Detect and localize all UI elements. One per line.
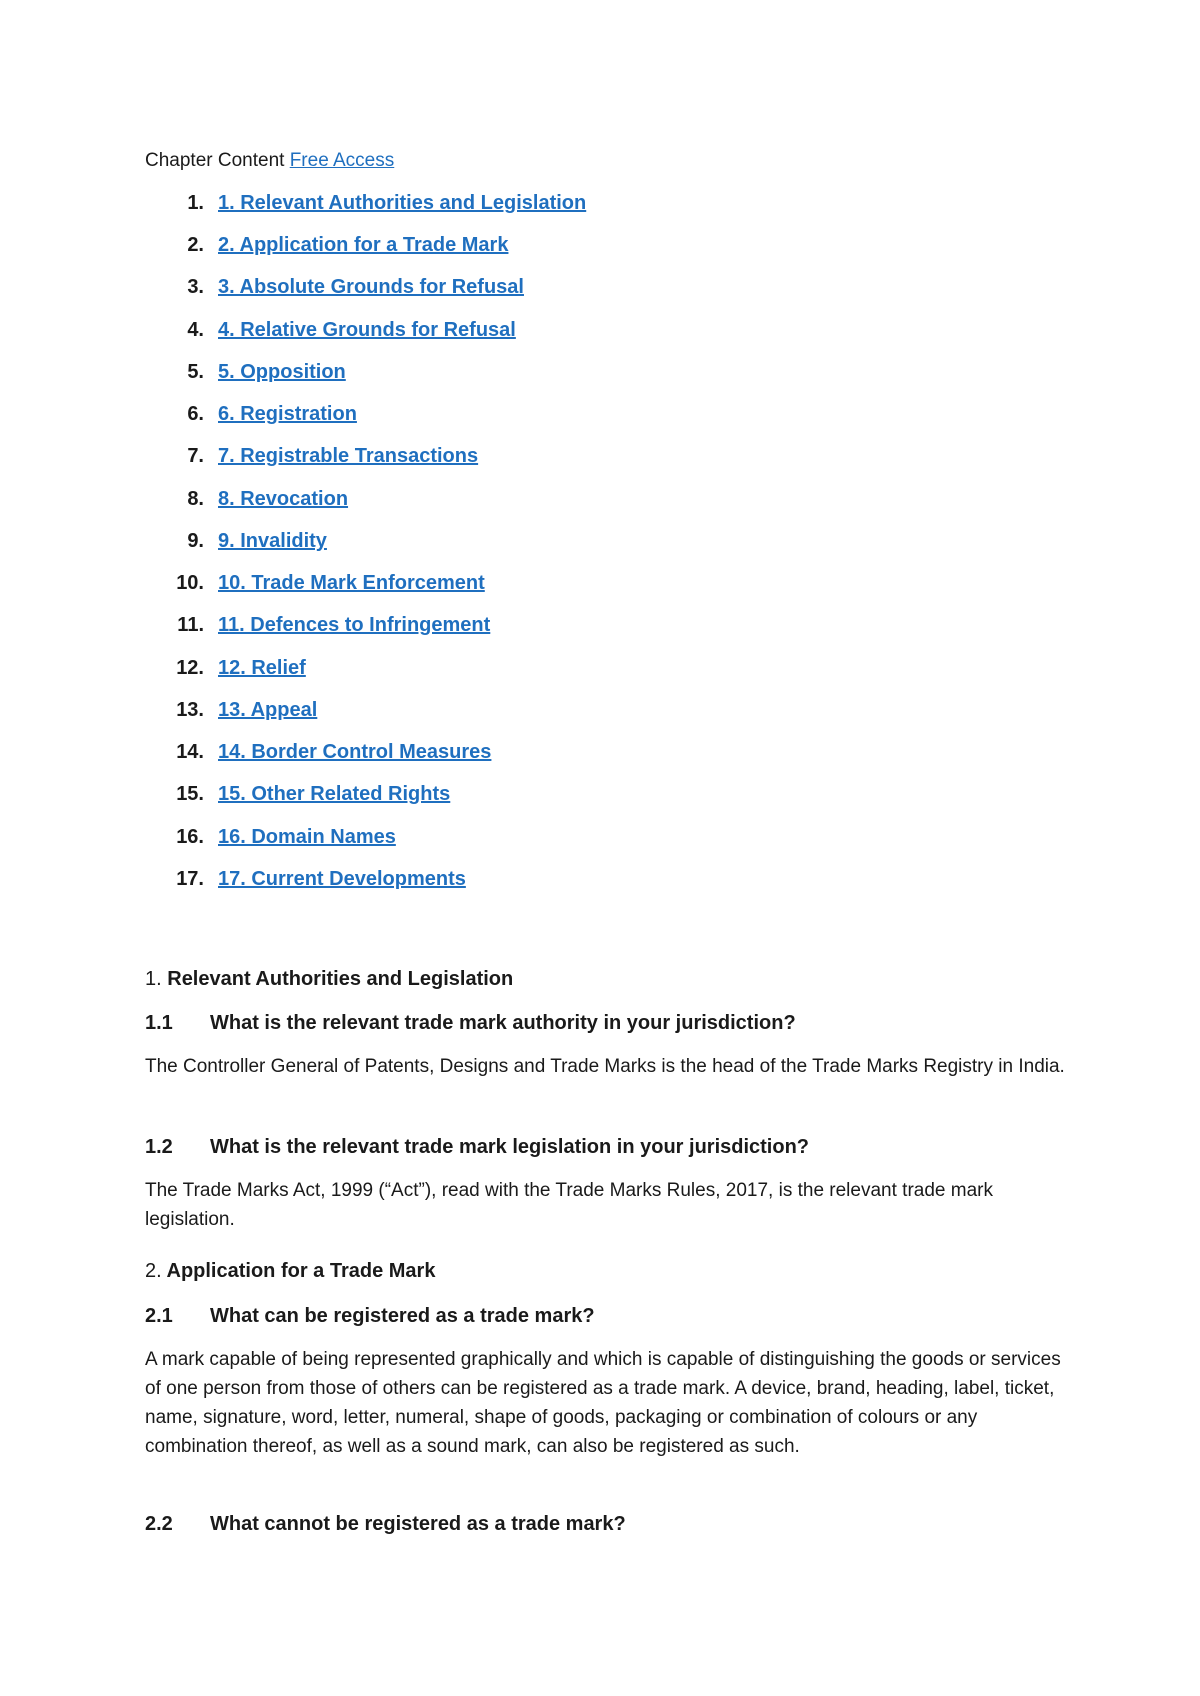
- toc-link[interactable]: 7. Registrable Transactions: [218, 445, 479, 467]
- toc-link[interactable]: 17. Current Developments: [218, 868, 466, 890]
- toc-link[interactable]: 13. Appeal: [218, 699, 318, 721]
- question-heading: 2.2 What cannot be registered as a trade mark?: [145, 1513, 626, 1535]
- chapter-content-label: Chapter Content: [145, 150, 285, 171]
- toc-link[interactable]: 16. Domain Names: [218, 826, 396, 848]
- toc-link[interactable]: 14. Border Control Measures: [218, 741, 492, 763]
- answer-paragraph: A mark capable of being represented graphically and which is capable of distinguishing the goods or services of one person from those of others can be registered as a trade mark. A device, brand, heading, label, ticket, name, signature, word, letter, numeral, shape of goods, packaging or combination of colours or any combination thereof, as well as a sound mark, can also be registered as such.: [145, 1349, 1061, 1457]
- toc-link[interactable]: 6. Registration: [218, 403, 357, 425]
- toc-link[interactable]: 15. Other Related Rights: [218, 783, 451, 805]
- answer-paragraph: The Controller General of Patents, Designs and Trade Marks is the head of the Trade Marks Registry in India.: [145, 1056, 1065, 1077]
- document-page: Chapter Content Free Access 1. 1. Relevant Authorities and Legislation 2. 2. Application for a Trade Mark 3. 3. Absolute Grounds for Refusal 4. 4. Relative Grounds for Refusal 5. 5. Opposition 6. 6. Registration 7. 7. Registrable Transactions 8. 8. Revocation 9. 9. Invalidity 10. 10. Trade Mark Enforcement 11. 11. Defences to Infringement 12. 12. Relief 13. 13. Appeal 14. 14. Border Control Measures 15. 15. Other Related Rights 16. 16. Domain Names 17. 17. Current Developments 1. Relevant Authorities and Legislation 1.1 What is the relevant trade mark authority in your jurisdiction? The Controller General of Patents, Designs and Trade Marks is the head of the Trade Marks Registry in India. 1.2 What is the relevant trade mark legislation in your jurisdiction? The Trade Marks Act, 1999 (“Act”), read with the Trade Marks Rules, 2017, is the relevant trade mark legislation. 2. Application for a Trade Mark 2.1 What can be registered as a trade mark? A mark capable of being represented graphically and which is capable of distinguishing the goods or services of one person from those of others can be registered as a trade mark. A device, brand, heading, label, ticket, name, signature, word, letter, numeral, shape of goods, packaging or combination of colours or any combination thereof, as well as a sound mark, can also be registered as such. 2.2 What cannot be registered as a trade mark?: [145, 150, 1065, 1535]
- toc-link[interactable]: 11. Defences to Infringement: [218, 614, 491, 636]
- toc-link[interactable]: 2. Application for a Trade Mark: [218, 234, 509, 256]
- toc-link[interactable]: 10. Trade Mark Enforcement: [218, 572, 485, 594]
- section-heading: 2. Application for a Trade Mark: [145, 1260, 436, 1282]
- question-heading: 1.1 What is the relevant trade mark authority in your jurisdiction?: [145, 1012, 796, 1034]
- toc-link[interactable]: 8. Revocation: [218, 488, 349, 510]
- toc-link[interactable]: 1. Relevant Authorities and Legislation: [218, 192, 587, 214]
- toc-link[interactable]: 3. Absolute Grounds for Refusal: [218, 276, 524, 298]
- chapter-content-line: [145, 150, 394, 172]
- section-heading: 1. Relevant Authorities and Legislation: [145, 968, 514, 990]
- toc-link[interactable]: 4. Relative Grounds for Refusal: [218, 319, 516, 341]
- toc-link[interactable]: 12. Relief: [218, 657, 306, 679]
- toc-link[interactable]: 5. Opposition: [218, 361, 346, 383]
- question-heading: 2.1 What can be registered as a trade mark?: [145, 1305, 595, 1327]
- toc-link[interactable]: 9. Invalidity: [218, 530, 327, 552]
- answer-paragraph: The Trade Marks Act, 1999 (“Act”), read with the Trade Marks Rules, 2017, is the relevant trade mark legislation.: [145, 1180, 993, 1230]
- free-access-link[interactable]: Free Access: [289, 150, 395, 171]
- question-heading: 1.2 What is the relevant trade mark legislation in your jurisdiction?: [145, 1136, 810, 1158]
